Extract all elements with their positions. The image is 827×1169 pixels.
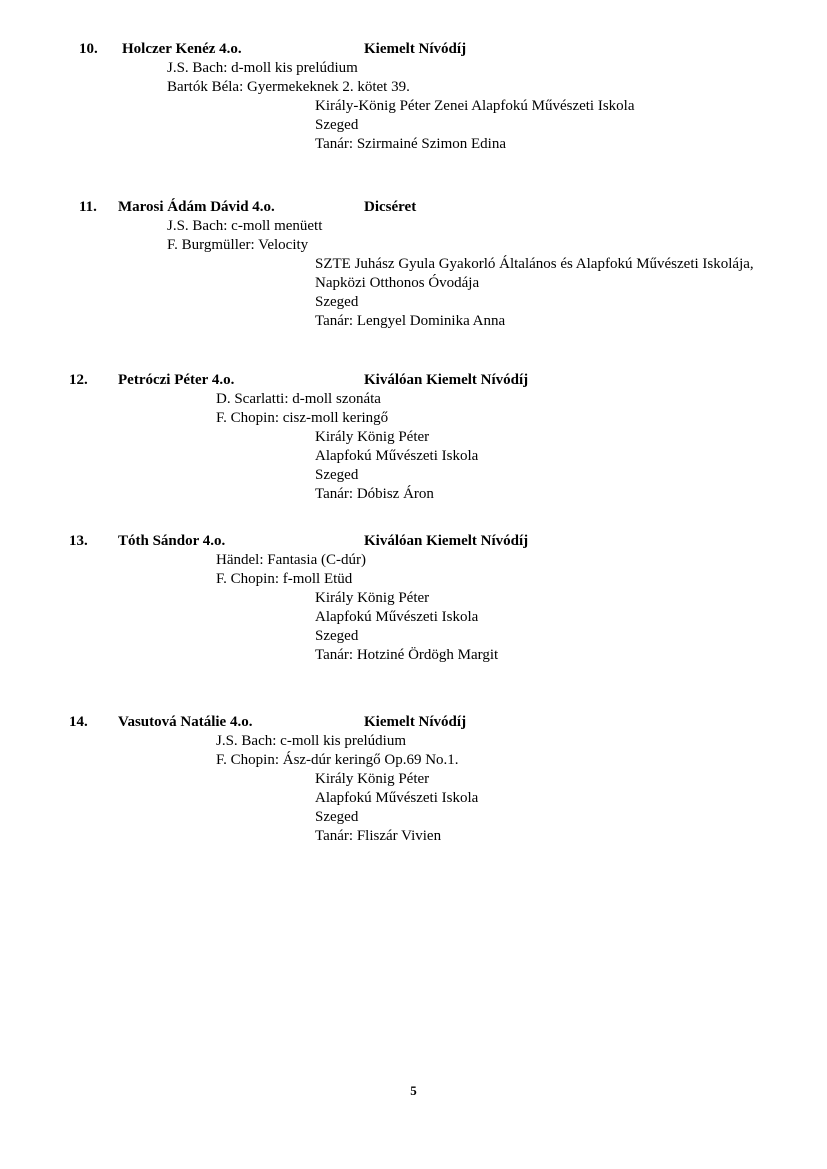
entry-number: 11. — [79, 199, 97, 215]
award: Kiválóan Kiemelt Nívódíj — [364, 533, 529, 549]
school-line-2: Alapfokú Művészeti Iskola — [315, 790, 479, 806]
school-line-3: Szeged — [315, 467, 359, 483]
piece-2: F. Chopin: cisz-moll keringő — [216, 410, 389, 426]
piece-1: J.S. Bach: c-moll kis prelúdium — [216, 733, 406, 749]
teacher: Tanár: Dóbisz Áron — [315, 486, 434, 502]
school-line-2: Alapfokú Művészeti Iskola — [315, 448, 479, 464]
school-line-3: Szeged — [315, 809, 359, 825]
piece-2: F. Burgmüller: Velocity — [167, 237, 309, 253]
teacher: Tanár: Lengyel Dominika Anna — [315, 313, 506, 329]
teacher: Tanár: Hotziné Ördögh Margit — [315, 647, 499, 663]
school-line-1: Király König Péter — [315, 429, 430, 445]
school-line-3: Szeged — [315, 294, 359, 310]
piece-2: F. Chopin: Ász-dúr keringő Op.69 No.1. — [216, 752, 459, 768]
student-name: Vasutová Natálie 4.o. — [118, 714, 253, 730]
teacher: Tanár: Fliszár Vivien — [315, 828, 442, 844]
award: Kiemelt Nívódíj — [364, 714, 467, 730]
school-line-2: Szeged — [315, 117, 359, 133]
student-name: Petróczi Péter 4.o. — [118, 372, 235, 388]
piece-1: J.S. Bach: c-moll menüett — [167, 218, 323, 234]
student-name: Holczer Kenéz 4.o. — [122, 41, 242, 57]
student-name: Tóth Sándor 4.o. — [118, 533, 226, 549]
school-line-2: Alapfokú Művészeti Iskola — [315, 609, 479, 625]
entry-number: 14. — [69, 714, 88, 730]
entry-number: 12. — [69, 372, 88, 388]
piece-1: D. Scarlatti: d-moll szonáta — [216, 391, 381, 407]
school-line-2: Napközi Otthonos Óvodája — [315, 275, 480, 291]
award: Dicséret — [364, 199, 417, 215]
award: Kiválóan Kiemelt Nívódíj — [364, 372, 529, 388]
piece-1: Händel: Fantasia (C-dúr) — [216, 552, 366, 568]
school-line-1: Király König Péter — [315, 771, 430, 787]
award: Kiemelt Nívódíj — [364, 41, 467, 57]
piece-1: J.S. Bach: d-moll kis prelúdium — [167, 60, 358, 76]
school-line-3: Szeged — [315, 628, 359, 644]
piece-2: F. Chopin: f-moll Etüd — [216, 571, 353, 587]
entry-number: 10. — [79, 41, 98, 57]
entry-number: 13. — [69, 533, 88, 549]
school-line-1: Király-König Péter Zenei Alapfokú Művészeti Iskola — [315, 98, 635, 114]
school-line-1: Király König Péter — [315, 590, 430, 606]
teacher: Tanár: Szirmainé Szimon Edina — [315, 136, 506, 152]
piece-2: Bartók Béla: Gyermekeknek 2. kötet 39. — [167, 79, 410, 95]
school-line-1: SZTE Juhász Gyula Gyakorló Általános és Alapfokú Művészeti Iskolája, — [315, 256, 754, 272]
page-number: 5 — [410, 1083, 417, 1098]
student-name: Marosi Ádám Dávid 4.o. — [118, 199, 275, 215]
